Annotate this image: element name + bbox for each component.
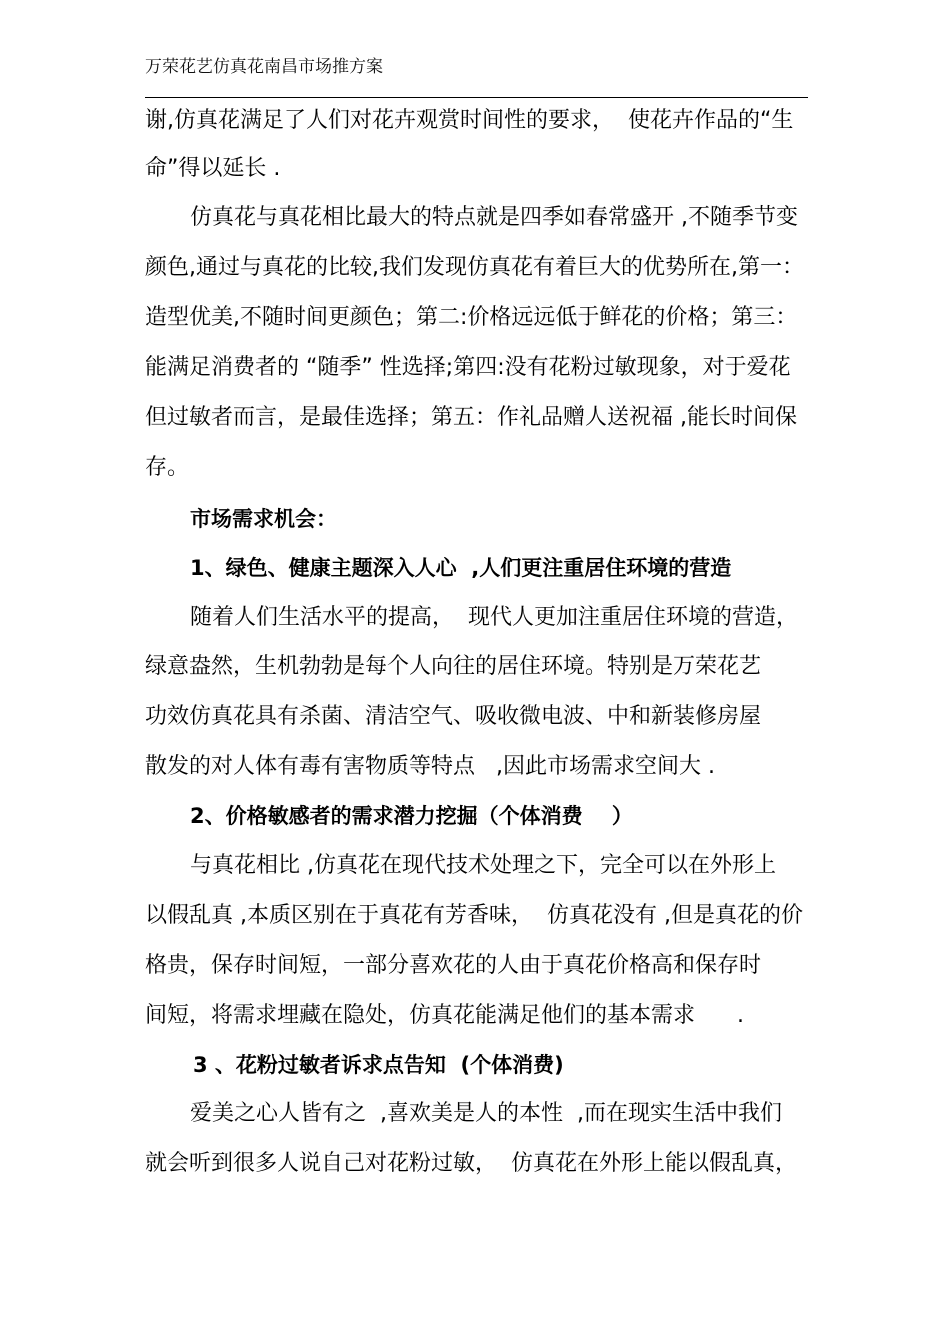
text-line: 但过敏者而言，是最佳选择；第五：作礼品赠人送祝福 ,能长时间保 bbox=[145, 405, 797, 430]
text-line: 谢,仿真花满足了人们对花卉观赏时间性的要求， 使花卉作品的“生 bbox=[145, 108, 794, 133]
text-line: 绿意盎然，生机勃勃是每个人向往的居住环境。特别是万荣花艺 bbox=[145, 654, 762, 679]
text-line: 颜色,通过与真花的比较,我们发现仿真花有着巨大的优势所在,第一： bbox=[145, 255, 804, 280]
text-line: 功效仿真花具有杀菌、清洁空气、吸收微电波、中和新装修房屋 bbox=[145, 704, 762, 729]
text-line: 随着人们生活水平的提高， 现代人更加注重居住环境的营造， bbox=[190, 605, 798, 630]
text-line: 格贵，保存时间短，一部分喜欢花的人由于真花价格高和保存时 bbox=[145, 953, 762, 978]
subheading-2: 2、价格敏感者的需求潜力挖掘（个体消费 ） bbox=[190, 804, 633, 828]
section-heading: 市场需求机会： bbox=[190, 507, 337, 531]
header-rule bbox=[145, 97, 808, 98]
text-line: 就会听到很多人说自己对花粉过敏， 仿真花在外形上能以假乱真， bbox=[145, 1151, 797, 1176]
text-line: 命”得以延长 . bbox=[145, 156, 281, 181]
text-line: 间短，将需求埋藏在隐处，仿真花能满足他们的基本需求 . bbox=[145, 1003, 744, 1028]
text-line: 能满足消费者的 “随季” 性选择;第四:没有花粉过敏现象，对于爱花 bbox=[145, 355, 791, 380]
text-line: 散发的对人体有毒有害物质等特点 ,因此市场需求空间大 . bbox=[145, 754, 715, 779]
text-line: 仿真花与真花相比最大的特点就是四季如春常盛开 ,不随季节变 bbox=[190, 205, 798, 230]
subheading-1: 1、绿色、健康主题深入人心 ,人们更注重居住环境的营造 bbox=[190, 556, 732, 580]
text-line: 与真花相比 ,仿真花在现代技术处理之下，完全可以在外形上 bbox=[190, 853, 776, 878]
text-line: 存。 bbox=[145, 455, 190, 480]
text-line: 以假乱真 ,本质区别在于真花有芳香味， 仿真花没有 ,但是真花的价 bbox=[145, 903, 803, 928]
subheading-3: 3 、花粉过敏者诉求点告知 (个体消费) bbox=[193, 1053, 564, 1077]
text-line: 造型优美,不随时间更颜色；第二:价格远远低于鲜花的价格；第三： bbox=[145, 305, 798, 330]
text-line: 爱美之心人皆有之 ,喜欢美是人的本性 ,而在现实生活中我们 bbox=[190, 1101, 782, 1126]
running-header: 万荣花艺仿真花南昌市场推方案 bbox=[145, 57, 383, 77]
